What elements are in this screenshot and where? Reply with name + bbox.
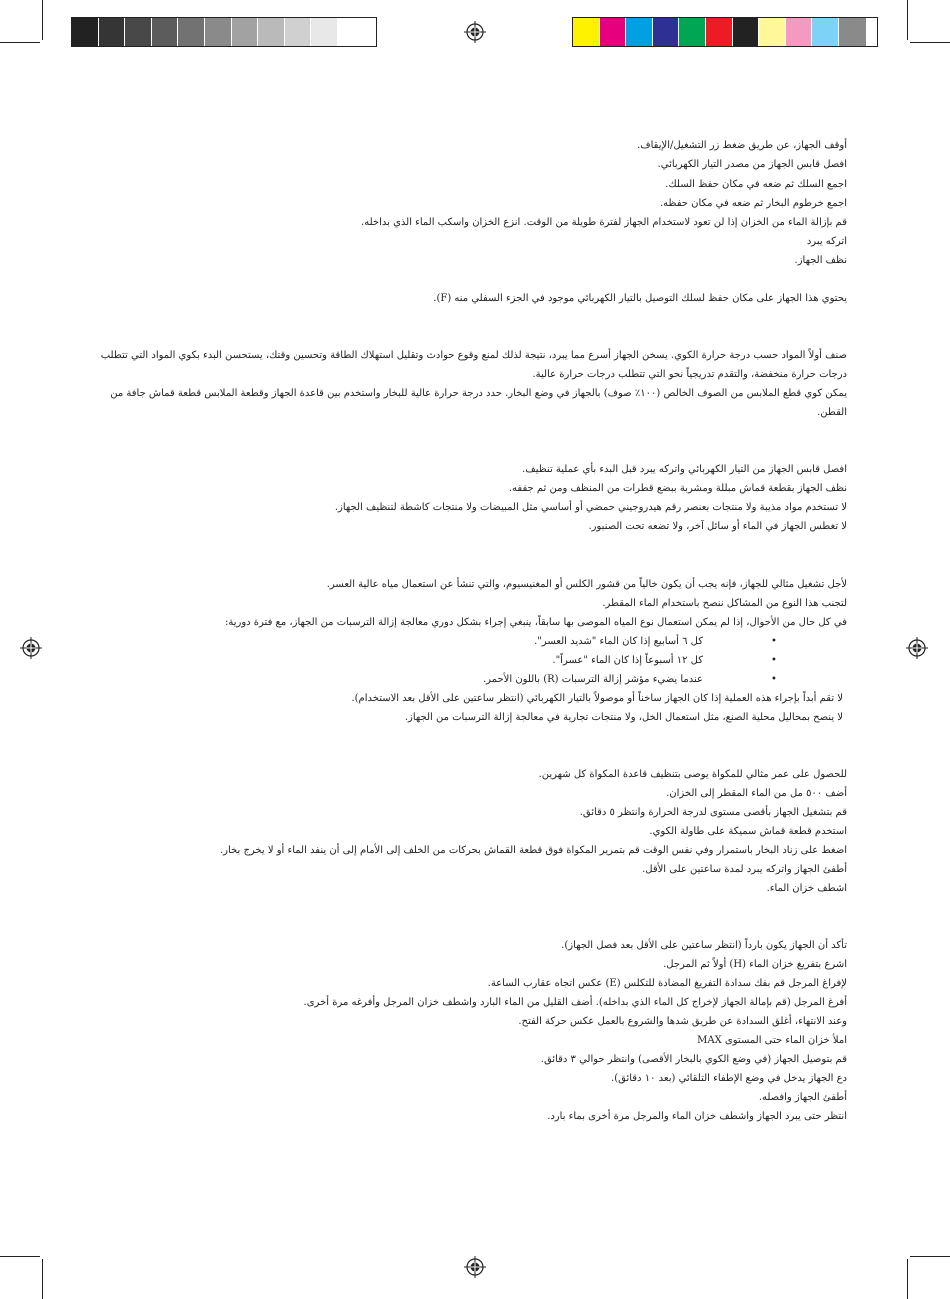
paragraph-line: لأجل تشغيل مثالي للجهاز، فإنه يجب أن يكون خالياً من قشور الكلس أو المغنيسيوم، والتي تنشأ عن استعمال مياه عالية العسر. bbox=[326, 579, 847, 590]
list-item: عندما يضيء مؤشر إزالة الترسبات (R) باللون الأحمر. bbox=[483, 674, 703, 685]
bullet-icon: • bbox=[771, 636, 777, 647]
paragraph-line: صنف أولاً المواد حسب درجة حرارة الكوي. يسخن الجهاز أسرع مما يبرد، نتيجة لذلك لمنع وقوع حوادث وتقليل استهلاك الطاقة وتحسين وقتك، يستحسن البدء بكوي المواد التي تتطلب bbox=[100, 350, 847, 361]
paragraph-line: قم بتوصيل الجهاز (في وضع الكوي بالبخار الأقصى) وانتظر حوالي ٣ دقائق. bbox=[540, 1054, 847, 1065]
paragraph-line: نظف الجهاز بقطعة قماش مبللة ومشربة ببضع قطرات من المنظف ومن ثم جففه. bbox=[508, 483, 847, 494]
paragraph-line: لا ينصح بمحاليل محلية الصنع، مثل استعمال الخل، ولا منتجات تجارية في معالجة إزالة الترسبات من الجهاز. bbox=[404, 712, 843, 723]
paragraph-line: وعند الانتهاء، أغلق السدادة عن طريق شدها والشروع بالعمل عكس حركة الفتح. bbox=[518, 1016, 847, 1027]
paragraph-line: أطفئ الجهاز واتركه يبرد لمدة ساعتين على الأقل. bbox=[642, 864, 847, 875]
paragraph-line: افصل قابس الجهاز من مصدر التيار الكهربائي. bbox=[657, 159, 847, 170]
paragraph-line: اجمع السلك ثم ضعه في مكان حفظ السلك. bbox=[665, 179, 847, 190]
paragraph-line: في كل حال من الأحوال، إذا لم يمكن استعمال نوع المياه الموصى بها سابقاً، ينبغي إجراء بشكل دوري معالجة إزالة الترسبات من الجهاز، مع فترة دورية: bbox=[225, 617, 847, 628]
paragraph-line: اشطف خزان الماء. bbox=[766, 883, 847, 894]
paragraph-line: لا تغطس الجهاز في الماء أو سائل آخر، ولا تضعه تحت الصنبور. bbox=[588, 521, 847, 532]
paragraph-line: انتظر حتى يبرد الجهاز واشطف خزان الماء والمرجل مرة أخرى بماء بارد. bbox=[547, 1111, 847, 1122]
paragraph-line: اجمع خرطوم البخار ثم ضعه في مكان حفظه. bbox=[660, 198, 847, 209]
paragraph-line: أوقف الجهاز، عن طريق ضغط زر التشغيل/الإيقاف. bbox=[637, 140, 847, 151]
paragraph-line: يمكن كوي قطع الملابس من الصوف الخالص (١٠٠٪ صوف) بالجهاز في وضع البخار. حدد درجة حرارة عالية للبخار واستخدم بين قاعدة الجهاز وقطعة الملابس قطعة قماش جافة من bbox=[110, 388, 847, 399]
paragraph-line: لا تستخدم مواد مذيبة ولا منتجات بعنصر رقم هيدروجيني حمضي أو أساسي مثل المبيضات ولا منتجات كاشطة لتنظيف الجهاز. bbox=[334, 502, 847, 513]
bullet-icon: • bbox=[771, 674, 777, 685]
paragraph-line: للحصول على عمر مثالي للمكواة يوصى بتنظيف قاعدة المكواة كل شهرين. bbox=[538, 769, 847, 780]
list-item: كل ١٢ أسبوعاً إذا كان الماء "عسراً". bbox=[552, 655, 703, 666]
paragraph-line: اتركه يبرد bbox=[806, 236, 847, 247]
paragraph-line: اشرع بتفريغ خزان الماء (H) أولاً ثم المرجل. bbox=[663, 959, 847, 970]
paragraph-line: لتجنب هذا النوع من المشاكل ننصح باستخدام الماء المقطر. bbox=[602, 598, 847, 609]
paragraph-line: أضف ٥٠٠ مل من الماء المقطر إلى الخزان. bbox=[666, 788, 847, 799]
paragraph-line: يحتوي هذا الجهاز على مكان حفظ لسلك التوصيل بالتيار الكهربائي موجود في الجزء السفلي منه (F). bbox=[433, 293, 847, 304]
paragraph-line: دع الجهاز يدخل في وضع الإطفاء التلقائي (بعد ١٠ دقائق). bbox=[611, 1073, 847, 1084]
paragraph-line: افصل قابس الجهاز من التيار الكهربائي واتركه يبرد قبل البدء بأي عملية تنظيف. bbox=[522, 464, 847, 475]
paragraph-line: اضغط على زناد البخار باستمرار وفي نفس الوقت قم بتمرير المكواة فوق قطعة القماش بحركات من الخلف إلى الأمام إلى أن ينفد الماء أو لا يخرج بخار. bbox=[219, 845, 847, 856]
paragraph-line: أطفئ الجهاز وافصله. bbox=[758, 1092, 847, 1103]
paragraph-line: لإفراغ المرجل قم بفك سدادة التفريغ المضادة للتكلس (E) عكس اتجاه عقارب الساعة. bbox=[487, 978, 847, 989]
paragraph-line: نظف الجهاز. bbox=[794, 255, 847, 266]
paragraph-line: أفرغ المرجل (قم بإمالة الجهاز لإخراج كل الماء الذي بداخله). أضف القليل من الماء البارد واشطف خزان المرجل وأفرغه مرة أخرى. bbox=[303, 997, 847, 1008]
paragraph-line: قم بتشغيل الجهاز بأقصى مستوى لدرجة الحرارة وانتظر ٥ دقائق. bbox=[579, 807, 847, 818]
paragraph-line: قم بإزالة الماء من الخزان إذا لن تعود لاستخدام الجهاز لفترة طويلة من الوقت. انزع الخزان واسكب الماء الذي بداخله. bbox=[361, 217, 847, 228]
paragraph-line: تأكد أن الجهاز يكون بارداً (انتظر ساعتين على الأقل بعد فصل الجهاز). bbox=[561, 940, 847, 951]
paragraph-line: القطن. bbox=[817, 407, 847, 418]
bullet-icon: • bbox=[771, 655, 777, 666]
list-item: كل ٦ أسابيع إذا كان الماء "شديد العسر". bbox=[534, 636, 703, 647]
paragraph-line: املأ خزان الماء حتى المستوى MAX bbox=[697, 1035, 847, 1046]
paragraph-line: درجات حرارة منخفضة، والتقدم تدريجياً نحو التي تتطلب درجات حرارة عالية. bbox=[532, 369, 847, 380]
paragraph-line: استخدم قطعة قماش سميكة على طاولة الكوي. bbox=[649, 826, 847, 837]
paragraph-line: لا تقم أبداً بإجراء هذه العملية إذا كان الجهاز ساخناً أو موصولاً بالتيار الكهربائي (انتظر ساعتين على الأقل بعد الاستخدام). bbox=[351, 693, 843, 704]
